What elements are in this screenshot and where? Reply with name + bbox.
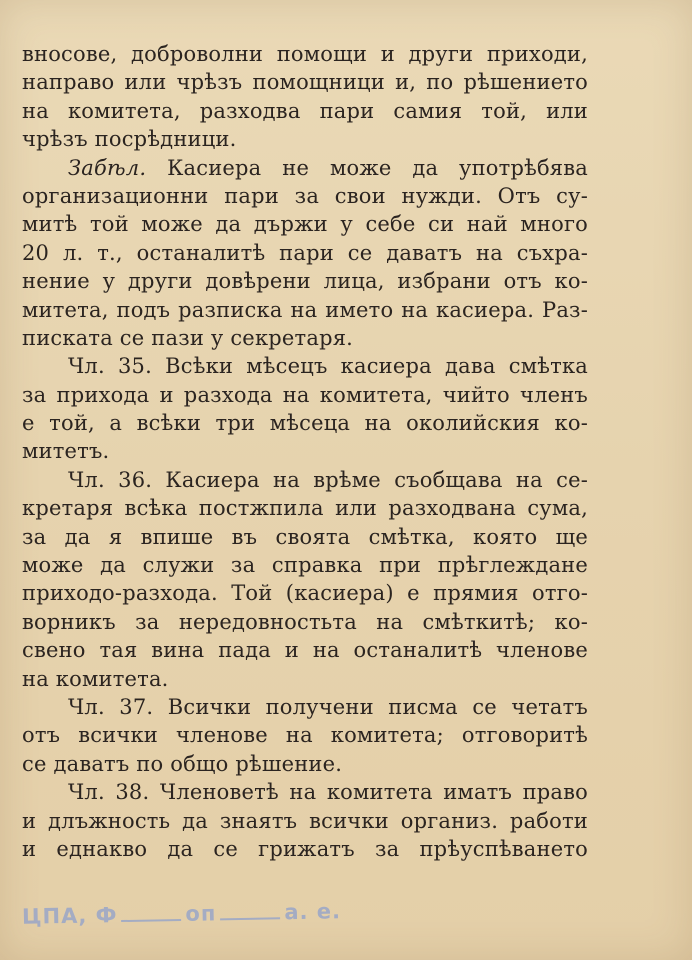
text-line: направо или чрѣзъ помощници и, по рѣшението xyxy=(22,70,588,95)
text-line: за да я впише въ своята смѣтка, която ще xyxy=(22,524,588,549)
text-line: 20 л. т., останалитѣ пари се даватъ на съхра- xyxy=(22,240,588,265)
text-line: вносове, доброволни помощи и други приходи, xyxy=(22,42,588,66)
text-line: се даватъ по общо рѣшение. xyxy=(22,751,343,776)
text-line: чрѣзъ посрѣдници. xyxy=(22,127,237,152)
text-line: свено тая вина пада и на останалитѣ членове xyxy=(22,638,588,663)
note-label: Забѣл. xyxy=(68,155,147,180)
article-36-line: Чл. 36. Касиера на врѣме съобщава на се- xyxy=(68,467,588,492)
text-line: за прихода и разхода на комитета, чийто членъ xyxy=(22,382,588,407)
text-line: организационни пари за свои нужди. Отъ су- xyxy=(22,183,588,208)
note-text: Касиера не може да употрѣбява xyxy=(167,155,588,180)
text-line: кретаря всѣка постжпила или разходвана сума, xyxy=(22,496,588,521)
text-line: приходо-разхода. Той (касиера) е прямия отго- xyxy=(22,581,588,606)
article-38-line: Чл. 38. Членоветѣ на комитета иматъ право xyxy=(68,780,588,805)
text-line: митѣ той може да държи у себе си най много xyxy=(22,212,588,237)
text-line: е той, а всѣки три мѣсеца на околийския ко- xyxy=(22,411,588,436)
text-line: ворникъ за нередовностьта на смѣткитѣ; ко- xyxy=(22,609,588,634)
text-line: и длъжность да знаятъ всички организ. работи xyxy=(22,808,588,833)
text-line: може да служи за справка при прѣглеждане xyxy=(22,553,588,578)
stamp-ae: а. е. xyxy=(284,899,342,925)
text-line: митетъ. xyxy=(22,439,110,464)
stamp-blank xyxy=(122,919,182,922)
text-line: отъ всички членове на комитета; отговоритѣ xyxy=(22,723,588,748)
article-35-line: Чл. 35. Всѣки мѣсецъ касиера дава смѣтка xyxy=(68,354,588,379)
text-line: митета, подъ разписка на името на касиера. Раз- xyxy=(22,297,588,322)
text-line: и еднакво да се грижатъ за прѣуспѣването xyxy=(22,836,588,861)
archive-stamp xyxy=(22,899,341,929)
stamp-blank xyxy=(220,917,280,920)
body-text xyxy=(22,40,588,863)
text-line: на комитета. xyxy=(22,666,169,691)
text-line: на комитета, разходва пари самия той, или xyxy=(22,98,588,123)
stamp-prefix: ЦПА, Ф xyxy=(21,903,118,929)
note-line xyxy=(22,154,588,182)
article-37-line: Чл. 37. Всички получени писма се четатъ xyxy=(68,694,588,719)
text-line: писката се пази у секретаря. xyxy=(22,325,354,350)
stamp-op: оп xyxy=(185,901,217,926)
text-line: нение у други довѣрени лица, избрани отъ ко- xyxy=(22,269,588,294)
